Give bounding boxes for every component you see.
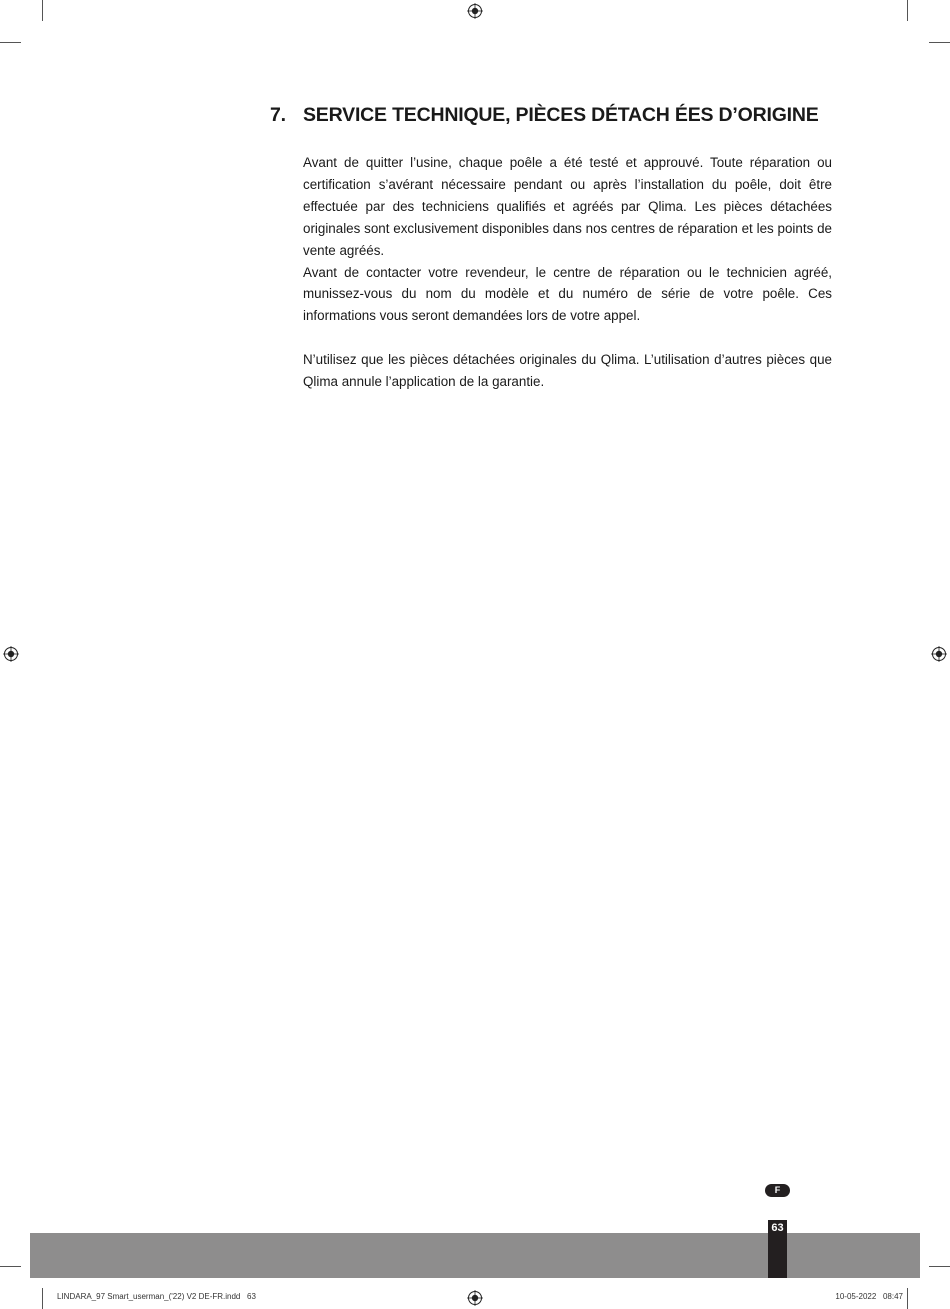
- crop-mark-icon: [0, 42, 21, 43]
- paragraph: N’utilisez que les pièces détachées originales du Qlima. L’utilisation d’autres pièces que Qlima annule l’application de la garantie.: [303, 352, 832, 390]
- crop-mark-icon: [42, 1288, 43, 1309]
- language-badge: F: [765, 1184, 790, 1197]
- crop-mark-icon: [929, 1266, 950, 1267]
- crop-mark-icon: [42, 0, 43, 21]
- section-number: 7.: [270, 104, 286, 126]
- registration-mark-icon: [467, 3, 483, 19]
- slug-file-info: LINDARA_97 Smart_userman_('22) V2 DE-FR.indd 63: [57, 1292, 256, 1301]
- registration-mark-icon: [931, 646, 947, 662]
- crop-mark-icon: [929, 42, 950, 43]
- body-text: [303, 152, 832, 393]
- section-heading: [270, 104, 870, 127]
- paragraph: Avant de quitter l’usine, chaque poêle a été testé et approuvé. Toute réparation ou certification s’avérant nécessaire pendant ou après l’installation du poêle, doit être effectuée par des techniciens qualifiés et agréés par Qlima. Les pièces détachées originales sont exclusivement disponibles dans nos centres de réparation et les points de vente agréés.: [303, 155, 832, 258]
- crop-mark-icon: [0, 1266, 21, 1267]
- page-number: 63: [771, 1222, 784, 1234]
- page-number-tab: [768, 1220, 787, 1278]
- section-title: SERVICE TECHNIQUE, PIÈCES DÉTACH ÉES D’ORIGINE: [303, 104, 819, 126]
- crop-mark-icon: [907, 0, 908, 21]
- registration-mark-icon: [467, 1290, 483, 1306]
- slug-datetime: 10-05-2022 08:47: [835, 1292, 903, 1301]
- registration-mark-icon: [3, 646, 19, 662]
- crop-mark-icon: [907, 1288, 908, 1309]
- paragraph: Avant de contacter votre revendeur, le centre de réparation ou le technicien agréé, munissez-vous du nom du modèle et du numéro de série de votre poêle. Ces informations vous seront demandées lors de votre appel.: [303, 264, 832, 324]
